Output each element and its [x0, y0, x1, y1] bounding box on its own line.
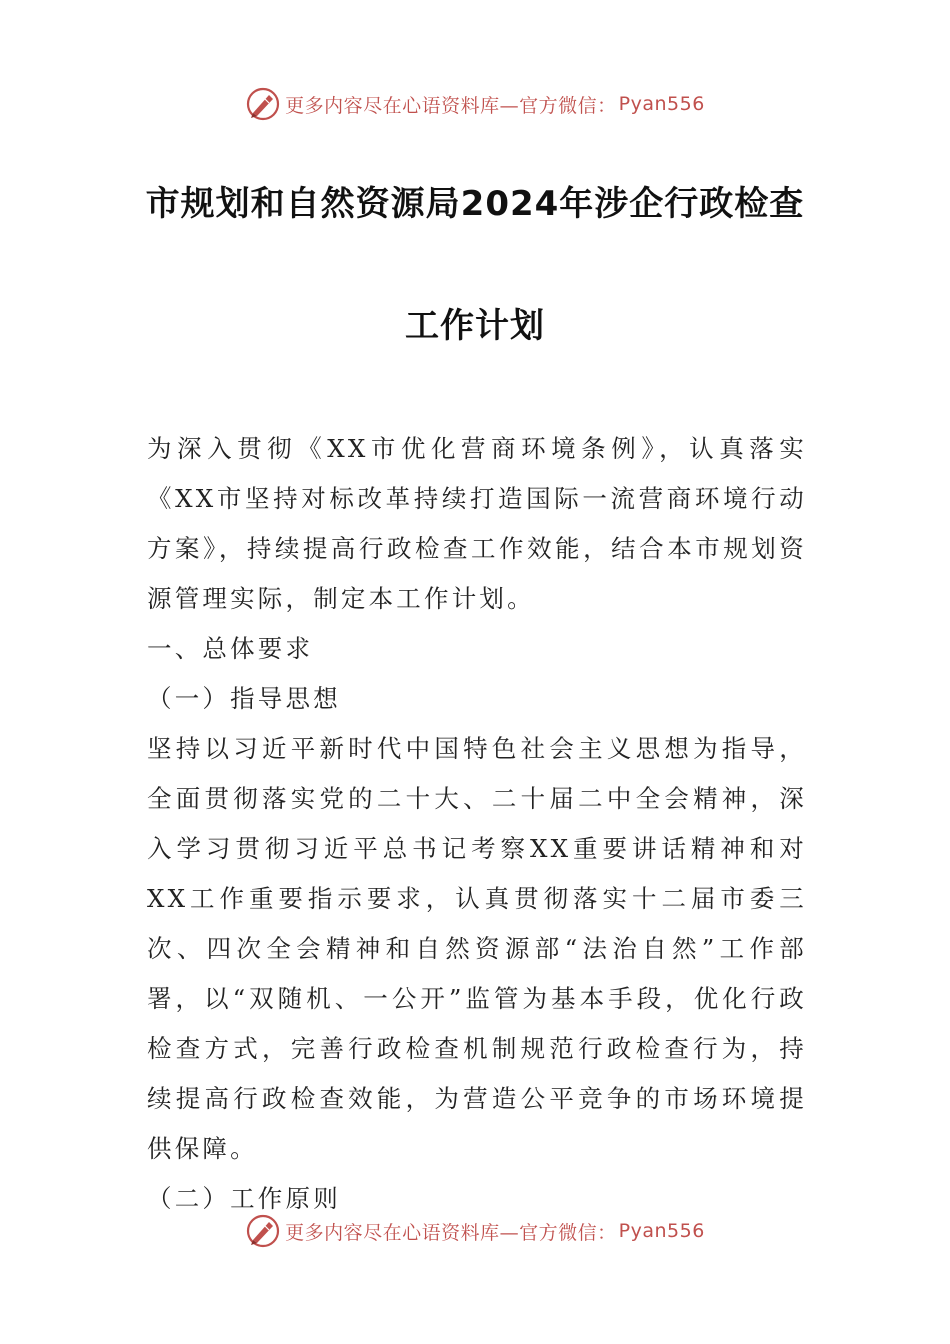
- pen-logo-icon: [245, 86, 281, 122]
- paragraph-intro: 为深入贯彻《XX市优化营商环境条例》，认真落实《XX市坚持对标改革持续打造国际一流营商环境行动方案》，持续提高行政检查工作效能，结合本市规划资源管理实际，制定本工作计划。: [147, 434, 807, 613]
- watermark-text: 更多内容尽在心语资料库—官方微信：: [285, 1221, 617, 1244]
- watermark-handle: Pyan556: [618, 1220, 705, 1242]
- paragraph-guiding-ideology: 坚持以习近平新时代中国特色社会主义思想为指导，全面贯彻落实党的二十大、二十届二中全会精神，深入学习贯彻习近平总书记考察XX重要讲话精神和对XX工作重要指示要求，认真贯彻落实十二届市委三次、四次全会精神和自然资源部“法治自然”工作部署，以“双随机、一公开”监管为基本手段，优化行政检查方式，完善行政检查机制规范行政检查行为，持续提高行政检查效能，为营造公平竞争的市场环境提供保障。: [147, 734, 807, 1163]
- subsection-heading-work-principles: （二）工作原则: [147, 1184, 341, 1213]
- subsection-heading-guiding-ideology: （一）指导思想: [147, 684, 341, 713]
- watermark-banner-top: [0, 84, 950, 124]
- pen-logo-icon: [245, 1213, 281, 1249]
- document-body: [147, 424, 807, 1224]
- watermark-text: 更多内容尽在心语资料库—官方微信：: [285, 94, 617, 117]
- document-title-line1: 市规划和自然资源局2024年涉企行政检查: [145, 184, 805, 224]
- watermark-banner-bottom: [0, 1211, 950, 1251]
- section-heading-general-requirements: 一、总体要求: [147, 634, 314, 663]
- watermark-handle: Pyan556: [618, 93, 705, 115]
- document-title-line2: 工作计划: [405, 306, 545, 346]
